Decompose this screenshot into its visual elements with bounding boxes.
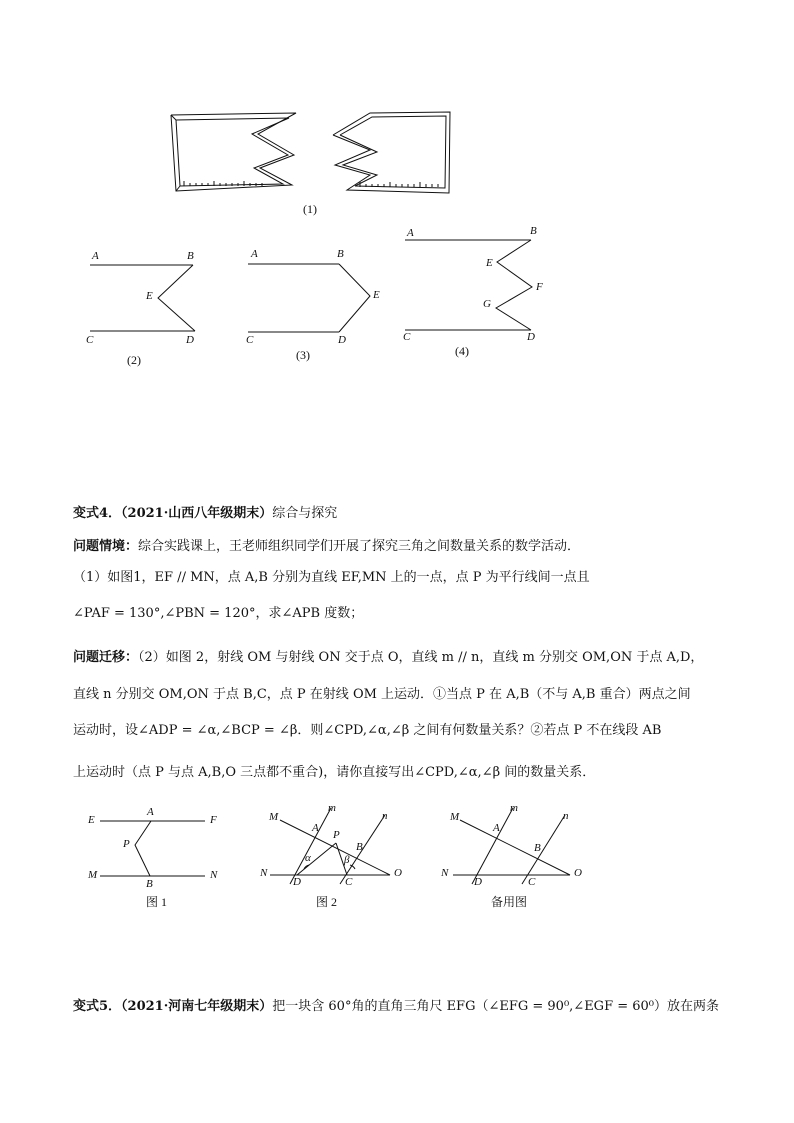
b2-caption: 图 2 <box>316 895 338 909</box>
fig2-label-B: B <box>187 250 194 262</box>
scene-label: 问题情境： <box>73 539 139 554</box>
b2-label-n: n <box>382 810 388 822</box>
fig1-caption: (1) <box>303 202 317 216</box>
b2-label-m: m <box>328 802 336 814</box>
b2-label-N: N <box>260 867 268 879</box>
problem4-q2-line3: 运动时，设∠ADP = ∠α,∠BCP = ∠β．则∠CPD,∠α,∠β 之间有何数量关系？②若点 P 不在线段 AB <box>73 723 662 738</box>
b1-label-E: E <box>88 814 95 826</box>
b1-label-F: F <box>210 814 217 826</box>
b3-caption: 备用图 <box>491 895 528 909</box>
b3-label-D: D <box>474 876 482 888</box>
problem5-line <box>73 998 719 1016</box>
b1-caption: 图 1 <box>146 895 168 909</box>
q2-line1-text: （2）如图 2，射线 OM 与射线 ON 交于点 O，直线 m // n，直线 m 分别交 OM,ON 于点 A,D， <box>138 650 704 665</box>
fig3-label-A: A <box>251 248 258 260</box>
b2-label-P: P <box>333 829 340 841</box>
b2-label-alpha: α <box>305 852 311 864</box>
fig4-label-F: F <box>536 281 543 293</box>
fig4-label-D: D <box>527 331 535 343</box>
b3-label-A: A <box>493 822 500 834</box>
problem4-q2-line4: 上运动时（点 P 与点 A,B,O 三点都不重合)，请你直接写出∠CPD,∠α,∠β 间的数量关系． <box>73 765 596 780</box>
scene-text: 综合实践课上，王老师组织同学们开展了探究三角之间数量关系的数学活动． <box>138 539 581 554</box>
b3-label-m: m <box>510 802 518 814</box>
b3-label-M: M <box>450 811 460 823</box>
b2-label-C: C <box>345 876 353 888</box>
b3-label-C: C <box>528 876 536 888</box>
b1-label-M: M <box>88 869 98 881</box>
b2-label-D: D <box>293 876 301 888</box>
transfer-label: 问题迁移： <box>73 650 139 665</box>
b2-label-beta: β <box>344 854 350 866</box>
problem4-title-suffix: 综合与探究 <box>272 506 338 521</box>
problem4-q1-line1: （1）如图1，EF // MN，点 A,B 分别为直线 EF,MN 上的一点，点 P 为平行线间一点且 <box>73 570 590 585</box>
fig4-label-C: C <box>403 331 411 343</box>
fig3-label-C: C <box>246 334 254 346</box>
b3-label-N: N <box>441 867 449 879</box>
fig3-label-D: D <box>338 334 346 346</box>
b1-label-P: P <box>123 838 130 850</box>
b1-label-N: N <box>210 869 218 881</box>
b1-label-B: B <box>146 878 153 890</box>
fig4-label-A: A <box>407 227 414 239</box>
fig3-label-E: E <box>373 289 380 301</box>
b2-label-O: O <box>394 867 402 879</box>
problem4-q2-line2: 直线 n 分别交 OM,ON 于点 B,C，点 P 在射线 OM 上运动．①当点 P 在 A,B（不与 A,B 重合）两点之间 <box>73 687 691 702</box>
b2-label-A: A <box>312 822 319 834</box>
b1-label-A: A <box>147 806 154 818</box>
fig2-label-C: C <box>86 334 94 346</box>
fig2-caption: (2) <box>127 353 141 367</box>
fig2-label-E: E <box>146 290 153 302</box>
fig2-label-A: A <box>92 250 99 262</box>
fig3-caption: (3) <box>296 348 310 362</box>
fig4-label-G: G <box>483 298 491 310</box>
fig4-label-E: E <box>486 257 493 269</box>
problem4-q1-line2: ∠PAF = 130°,∠PBN = 120°，求∠APB 度数； <box>73 606 364 621</box>
b3-label-n: n <box>563 810 569 822</box>
problem5-text: 把一块含 60°角的直角三角尺 EFG（∠EFG = 90⁰,∠EGF = 60⁰）放在两条 <box>272 999 719 1014</box>
fig4-label-B: B <box>530 225 537 237</box>
problem4-title-prefix: 变式4．（2021·山西八年级期末） <box>73 506 273 521</box>
fig2-label-D: D <box>186 334 194 346</box>
fig3-label-B: B <box>337 248 344 260</box>
problem5-title-prefix: 变式5．（2021·河南七年级期末） <box>73 999 273 1014</box>
b2-label-M: M <box>269 811 279 823</box>
b2-label-B: B <box>356 841 363 853</box>
fig4-caption: (4) <box>455 344 469 358</box>
b3-label-B: B <box>534 842 541 854</box>
b3-label-O: O <box>574 867 582 879</box>
